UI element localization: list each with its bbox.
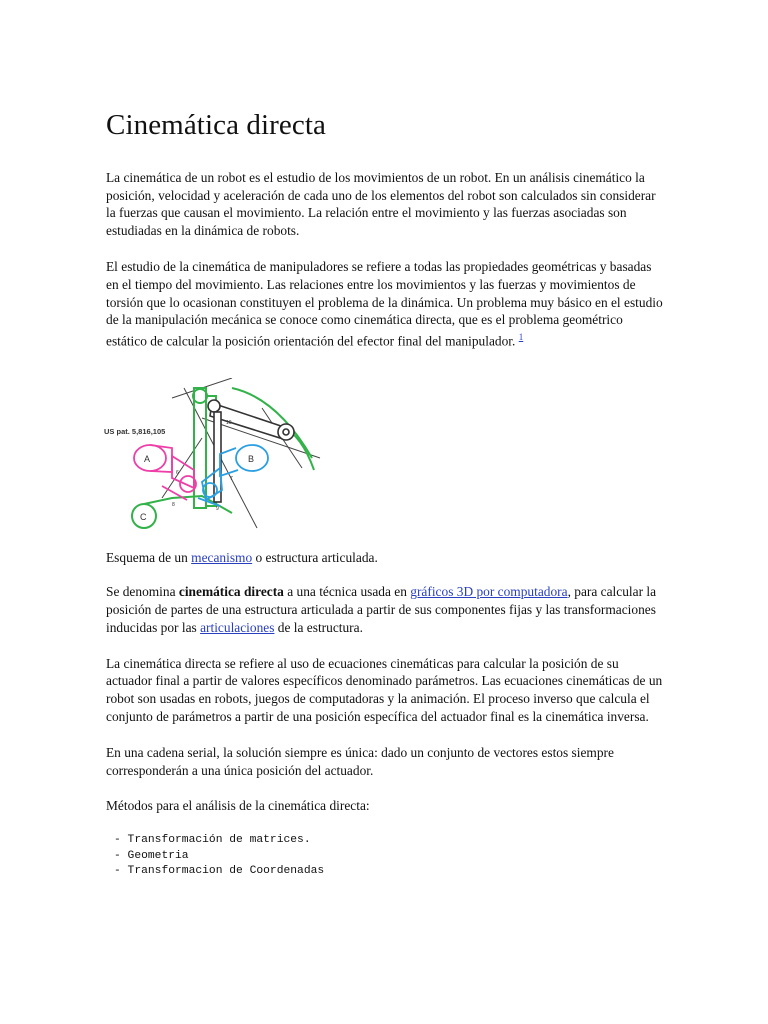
label-6: 6 bbox=[176, 470, 179, 477]
definition-term: cinemática directa bbox=[178, 584, 284, 600]
paragraph-equations: La cinemática directa se refiere al uso de ecuaciones cinemáticas para calcular la posición de su actuador final a partir de valores específicos denominado parámetros. Las ecuaciones cinemáticas de un robot son usadas en robots, juegos de computadoras y la animación. El proceso inverso que calcula el conjunto de parámetros a partir de una posición específica del actuador final es la cinemática inversa. bbox=[106, 655, 663, 725]
articulaciones-link[interactable]: articulaciones bbox=[200, 619, 275, 635]
caption-text-after: o estructura articulada. bbox=[252, 550, 378, 566]
mechanism-diagram bbox=[102, 378, 322, 538]
cyan-actuator-b bbox=[198, 445, 268, 506]
label-a: A bbox=[144, 454, 151, 465]
reference-link-1[interactable]: 1 bbox=[518, 332, 524, 343]
paragraph-definition bbox=[106, 583, 666, 636]
label-b: B bbox=[248, 454, 255, 465]
definition-text-1: Se denomina bbox=[106, 584, 179, 600]
patent-label: US pat. 5,816,105 bbox=[104, 427, 166, 437]
graficos-3d-link[interactable]: gráficos 3D por computadora bbox=[410, 584, 568, 600]
label-9: 9 bbox=[216, 506, 219, 513]
paragraph-methods-intro: Métodos para el análisis de la cinemática directa: bbox=[106, 798, 370, 814]
definition-text-3: , para calcular la posición de partes de una estructura articulada a partir de sus componentes fijas y las transformaciones inducidas por las bbox=[106, 584, 657, 635]
definition-text-4: de la estructura. bbox=[274, 619, 363, 635]
label-7: 7 bbox=[230, 476, 233, 483]
method-item: - Transformacion de Coordenadas bbox=[114, 865, 325, 878]
definition-text-2: a una técnica usada en bbox=[283, 584, 411, 600]
document-page bbox=[106, 108, 666, 880]
method-item: - Transformación de matrices. bbox=[114, 834, 311, 847]
methods-list bbox=[106, 833, 666, 880]
paragraph-study bbox=[106, 258, 666, 350]
label-10: 10 bbox=[226, 420, 232, 427]
label-8: 8 bbox=[172, 502, 175, 509]
paragraph-serial-chain: En una cadena serial, la solución siempre es única: dado un conjunto de vectores estos siempre corresponderán a una única posición del actuador. bbox=[106, 744, 614, 778]
label-c: C bbox=[140, 512, 147, 523]
method-item: - Geometria bbox=[114, 849, 189, 862]
page-title: Cinemática directa bbox=[106, 109, 326, 141]
axis-lines bbox=[162, 378, 320, 528]
paragraph-study-text: El estudio de la cinemática de manipuladores se refiere a todas las propiedades geométricas y basadas en el tiempo del movimiento. Las relaciones entre los movimientos y las fuerzas y movimientos de torsión que lo ocasionan constituyen el problema de la dinámica. Un problema muy básico en el estudio de la manipulación mecánica se conoce como cinemática directa, que es el problema geométrico estático de calcular la posición orientación del efector final del manipulador. bbox=[106, 258, 663, 349]
caption-text-before: Esquema de un bbox=[106, 550, 192, 566]
figure-caption bbox=[106, 549, 666, 567]
paragraph-intro: La cinemática de un robot es el estudio de los movimientos de un robot. En un análisis cinemático la posición, velocidad y aceleración de cada uno de los elementos del robot son calculados sin considerar la fuerzas que causan el movimiento. La relación entre el movimiento y las fuerzas asociadas son estudiadas en la dinámica de robots. bbox=[106, 169, 656, 239]
mecanismo-link[interactable]: mecanismo bbox=[191, 550, 253, 566]
reference-superscript bbox=[519, 331, 524, 343]
